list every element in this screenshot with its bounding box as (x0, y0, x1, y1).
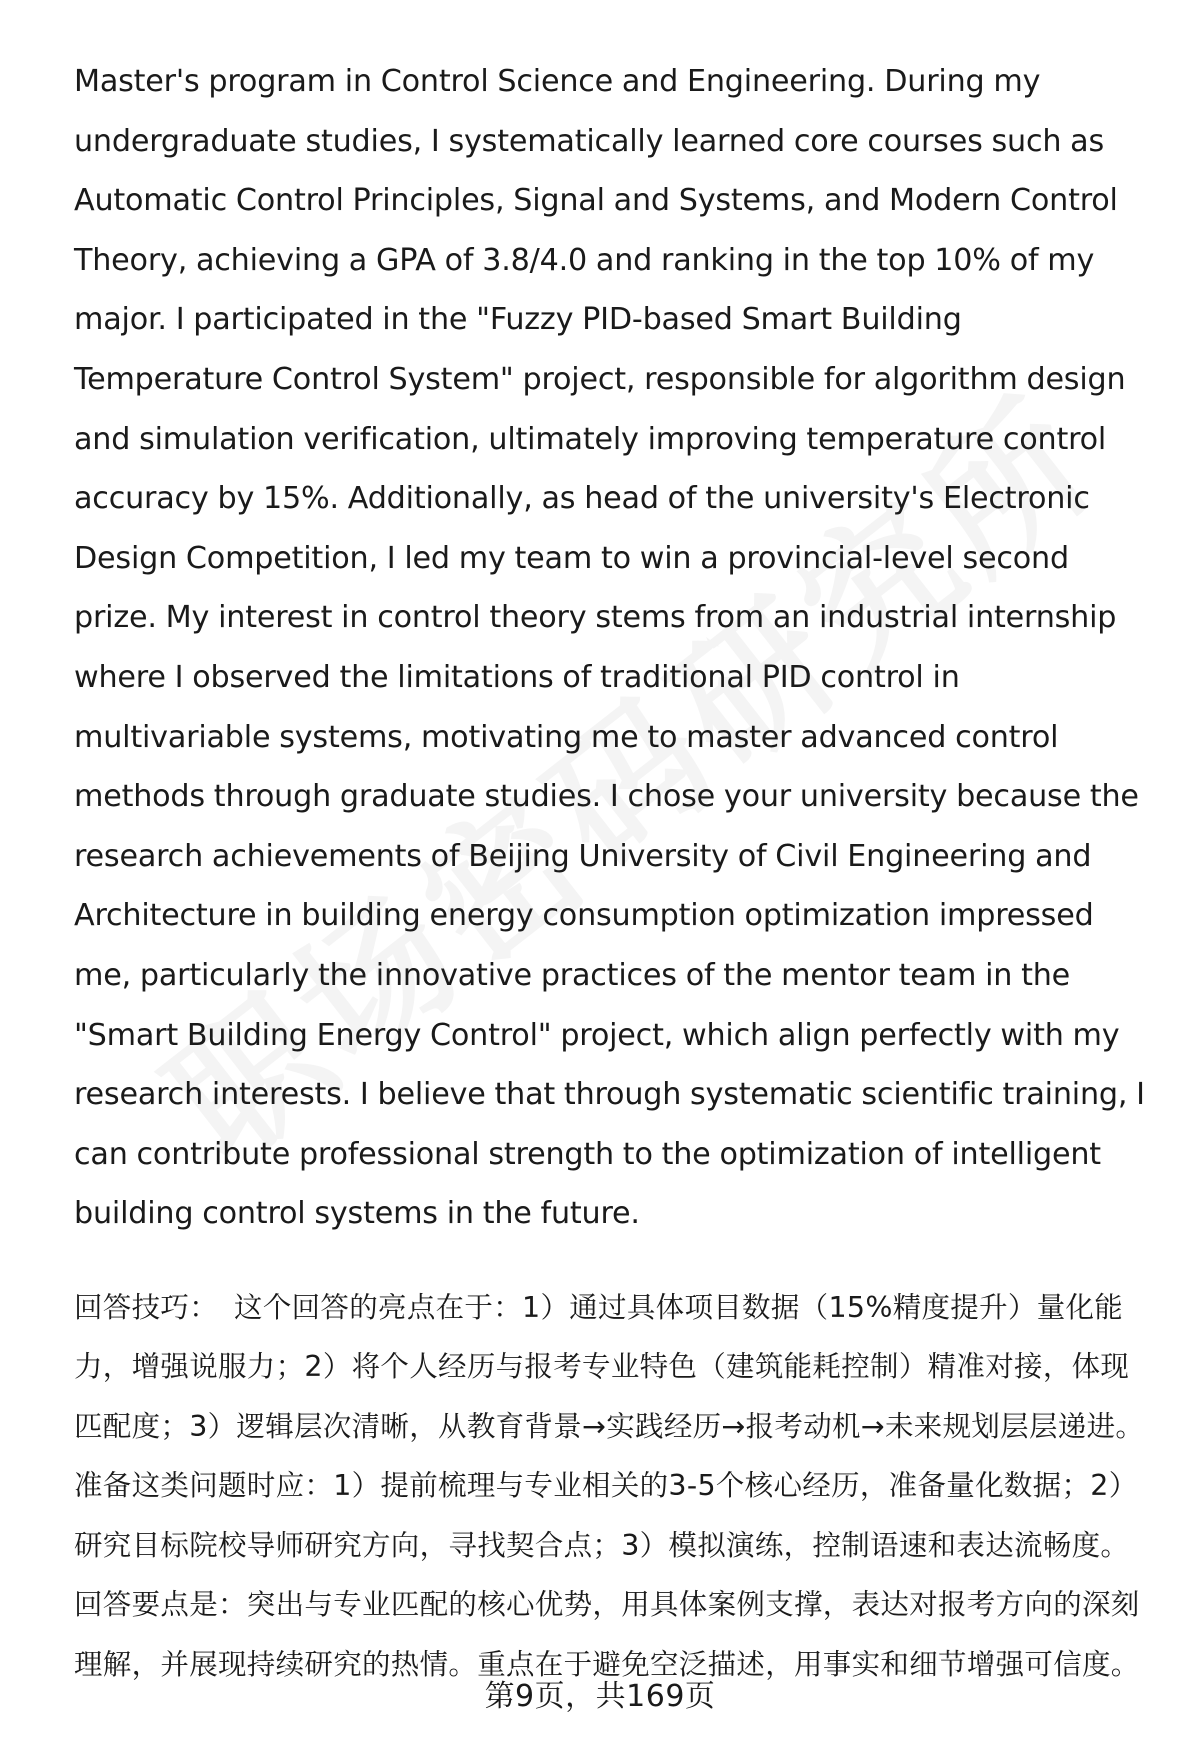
answer-paragraph: Master's program in Control Science and Engineering. During my undergraduate studies, I systematically learned core courses such as Automatic Control Principles, Signal and Systems, and Modern Control Theory, achieving a GPA of 3.8/4.0 and ranking in the top 10% of my major. I participated in the "Fuzzy PID-based Smart Building Temperature Control System" project, responsible for algorithm design and simulation verification, ultimately improving temperature control accuracy by 15%. Additionally, as head of the university's Electronic Design Competition, I led my team to win a provincial-level second prize. My interest in control theory stems from an industrial internship where I observed the limitations of traditional PID control in multivariable systems, motivating me to master advanced control methods through graduate studies. I chose your university because the research achievements of Beijing University of Civil Engineering and Architecture in building energy consumption optimization impressed me, particularly the innovative practices of the mentor team in the "Smart Building Energy Control" project, which align perfectly with my research interests. I believe that through systematic scientific training, I can contribute professional strength to the optimization of intelligent building control systems in the future. (74, 64, 1145, 1232)
tips-label: 回答技巧： (74, 1290, 219, 1324)
page-number-footer: 第9页，共169页 (484, 1679, 716, 1714)
document-page-body (74, 52, 1154, 1694)
tips-text: 这个回答的亮点在于：1）通过具体项目数据（15%精度提升）量化能力，增强说服力；2）将个人经历与报考专业特色（建筑能耗控制）精准对接，体现匹配度；3）逻辑层次清晰，从教育背景→实践经历→报考动机→未来规划层层递进。准备这类问题时应：1）提前梳理与专业相关的3-5个核心经历，准备量化数据；2）研究目标院校导师研究方向，寻找契合点；3）模拟演练，控制语速和表达流畅度。回答要点是：突出与专业匹配的核心优势，用具体案例支撑，表达对报考方向的深刻理解，并展现持续研究的热情。重点在于避免空泛描述，用事实和细节增强可信度。 (74, 1290, 1145, 1681)
answer-tips-paragraph (74, 1278, 1154, 1695)
